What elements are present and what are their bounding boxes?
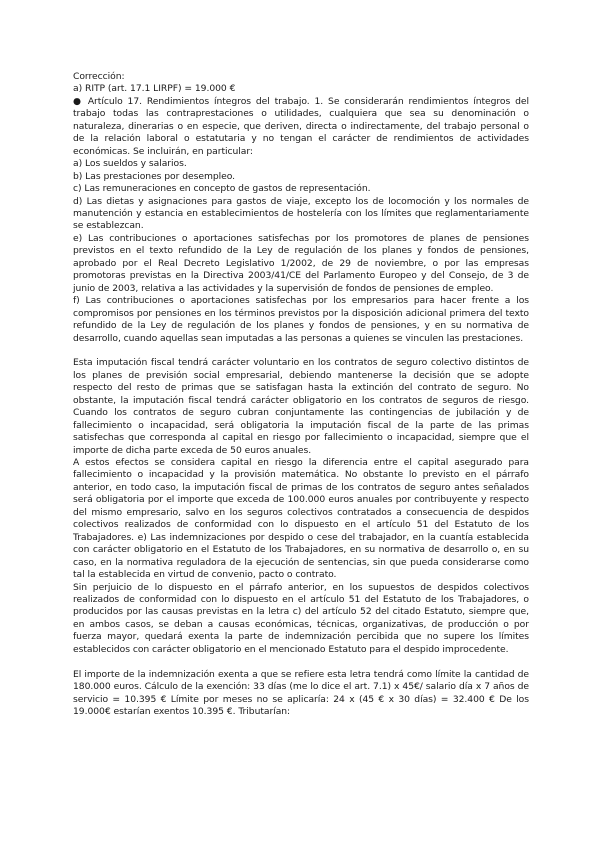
list-item-d: d) Las dietas y asignaciones para gastos de viaje, excepto los de locomoción y los normales de manutención y estancia en establecimientos de hostelería con los límites que reglamentariamente se establezcan. bbox=[73, 195, 529, 232]
imputacion-paragraph: Esta imputación fiscal tendrá carácter voluntario en los contratos de seguro colectivo distintos de los planes de previsión social empresarial, debiendo mantenerse la decisión que se adopte respecto del resto de primas que se satisfagan hasta la extinción del contrato de seguro. No obstante, la imputación fiscal tendrá carácter obligatorio en los contratos de seguros de riesgo. Cuando los contratos de seguro cubran conjuntamente las contingencias de jubilación y de fallecimiento o incapacidad, será obligatoria la imputación fiscal de la parte de las primas satisfechas que corresponda al capital en riesgo por fallecimiento o incapacidad, siempre que el importe de dicha parte exceda de 50 euros anuales. bbox=[73, 357, 529, 456]
list-item-b: b) Las prestaciones por desempleo. bbox=[73, 170, 236, 182]
list-item-a: a) Los sueldos y salarios. bbox=[73, 158, 187, 170]
ritp-line: a) RITP (art. 17.1 LIRPF) = 19.000 € bbox=[73, 83, 236, 95]
list-item-e: e) Las contribuciones o aportaciones satisfechas por los promotores de planes de pensiones previstos en el texto refundido de la Ley de regulación de los planes y fondos de pensiones, aprobado por el Real Decreto Legislativo 1/2002, de 29 de noviembre, o por las empresas promotoras previstas en la Directiva 2003/41/CE del Parlamento Europeo y del Consejo, de 3 de junio de 2003, relativa a las actividades y la supervisión de fondos de pensiones de empleo. bbox=[73, 232, 529, 294]
efectos-paragraph: A estos efectos se considera capital en riesgo la diferencia entre el capital asegurado para fallecimiento o incapacidad y la provisión matemática. No obstante lo previsto en el párrafo anterior, en todo caso, la imputación fiscal de primas de los contratos de seguro antes señalados será obligatoria por el importe que exceda de 100.000 euros anuales por contribuyente y respecto del mismo empresario, salvo en los seguros colectivos contratados a consecuencia de despidos colectivos realizados de conformidad con lo dispuesto en el artículo 51 del Estatuto de los Trabajadores. e) Las indemnizaciones por despido o cese del trabajador, en la cuantía establecida con carácter obligatorio en el Estatuto de los Trabajadores, en su normativa de desarrollo o, en su caso, en la normativa reguladora de la ejecución de sentencias, sin que pueda considerarse como tal la establecida en virtud de convenio, pacto o contrato. bbox=[73, 457, 529, 581]
article-17-paragraph: ● Artículo 17. Rendimientos íntegros del trabajo. 1. Se considerarán rendimientos íntegros del trabajo todas las contraprestaciones o utilidades, cualquiera que sea su denominación o naturaleza, dinerarias o en especie, que deriven, directa o indirectamente, del trabajo personal o de la relación laboral o estatutaria y no tengan el carácter de rendimientos de actividades económicas. Se incluirán, en particular: bbox=[73, 95, 529, 157]
list-item-f: f) Las contribuciones o aportaciones satisfechas por los empresarios para hacer frente a los compromisos por pensiones en los términos previstos por la disposición adicional primera del texto refundido de la Ley de regulación de los planes y fondos de pensiones, y en su normativa de desarrollo, cuando aquellas sean imputadas a las personas a quienes se vinculen las prestaciones. bbox=[73, 295, 529, 344]
sin-perjuicio-paragraph: Sin perjuicio de lo dispuesto en el párrafo anterior, en los supuestos de despidos colectivos realizados de conformidad con lo dispuesto en el artículo 51 del Estatuto de los Trabajadores, o producidos por las causas previstas en la letra c) del artículo 52 del citado Estatuto, siempre que, en ambos casos, se deban a causas económicas, técnicas, organizativas, de producción o por fuerza mayor, quedará exenta la parte de indemnización percibida que no supere los límites establecidos con carácter obligatorio en el mencionado Estatuto para el despido improcedente. bbox=[73, 581, 529, 655]
correction-heading: Corrección: bbox=[73, 71, 125, 82]
document-page bbox=[73, 71, 529, 719]
paragraph-gap bbox=[73, 345, 529, 357]
paragraph-gap bbox=[73, 656, 529, 668]
importe-paragraph: El importe de la indemnización exenta a que se refiere esta letra tendrá como límite la cantidad de 180.000 euros. Cálculo de la exención: 33 días (me lo dice el art. 7.1) x 45€/ salario día x 7 años de servicio = 10.395 € Límite por meses no se aplicaría: 24 x (45 € x 30 días) = 32.400 € De los 19.000€ estarían exentos 10.395 €. Tributarían: bbox=[73, 668, 529, 718]
list-item-c: c) Las remuneraciones en concepto de gastos de representación. bbox=[73, 183, 371, 195]
